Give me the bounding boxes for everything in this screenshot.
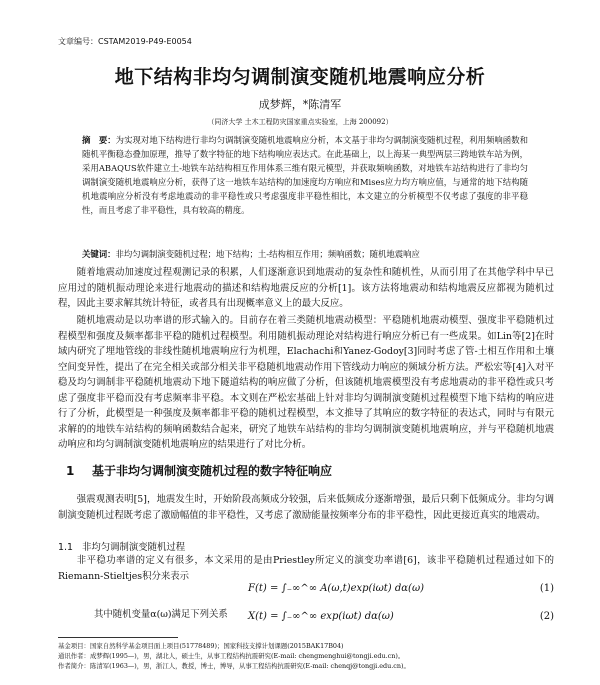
keywords-text: 非均匀调制演变随机过程；地下结构；土-结构相互作用；频响函数；随机地震响应 (115, 249, 420, 259)
authors: 成梦辉，*陈清军 (258, 98, 342, 111)
paper-title: 地下结构非均匀调制演变随机地震响应分析 (114, 66, 486, 88)
abstract (82, 133, 528, 217)
equation-1-number: (1) (539, 583, 554, 594)
subsection-title: 非均匀调制演变随机过程 (82, 542, 186, 553)
section-paragraph-1: 强震观测表明[5]，地震发生时，开始阶段高频成分较强，后来低频成分逐渐增强，最后只剩下低频成分。非均匀调制演变随机过程既考虑了激励幅值的非平稳性，又考虑了激励能量按频率分布的非平稳性，因此更接近真实的地震动。 (58, 494, 554, 521)
section-title: 基于非均匀调制演变随机过程的数字特征响应 (92, 464, 333, 478)
affiliation: （同济大学 土木工程防灾国家重点实验室，上海 200092） (207, 118, 393, 126)
intro-paragraph-2: 随机地震动是以功率谱的形式输入的。目前存在着三类随机地震动模型：平稳随机地震动模型、强度非平稳随机过程模型和强度及频率都非平稳的随机过程模型。利用随机振动理论对结构进行响应分析已有一些成果。如Lin等[2]在时域内研究了埋地管线的非线性随机地震响应行为机理，Elachachi和Yanez-Godoy[3]同时考虑了管-土相互作用和土壤空间变异性，提出了在完全相关或部分相关非平稳随机地震动作用下管线动力响应的频域分析方法。严松宏等[4]入对平稳及均匀调制非平稳随机地震动下地下隧道结构的响应做了分析，但该随机地震模型没有考虑地震动的非平稳性或只考虑了强度非平稳而没有考虑频率非平稳。本文则在严松宏基础上针对非均匀调制演变随机过程模型下地下结构的响应进行了分析，此模型是一种强度及频率都非平稳的随机过程模型，本文推导了其响应的数字特征的表达式，同时与有限元求解的的地铁车站结构的频响函数结合起来，研究了地铁车站结构的非均匀调制演变随机地震响应，并与平稳随机地震动响应和均匀调制演变随机地震响应的结果进行了对比分析。 (58, 315, 554, 450)
equation-2-formula: X(t) = ∫₋∞^∞ exp(iωt) dα(ω) (248, 611, 394, 622)
keywords (82, 247, 528, 261)
keywords-label: 关键词： (82, 249, 116, 259)
subsection-number: 1.1 (58, 542, 73, 553)
subsection-heading (58, 539, 185, 553)
footnote-divider (58, 637, 178, 638)
footnote-author: 作者简介：陈清军(1963—)，男，浙江人，教授，博士，博导，从事工程结构抗震研究(E-mail: chenqj@tongji.edu.cn)。 (58, 662, 410, 670)
section-paragraph-2: 非平稳功率谱的定义有很多，本文采用的是由Priestley所定义的演变功率谱[6]，该非平稳随机过程通过如下的Riemann-Stieltjes积分来表示 (58, 555, 554, 582)
footnote-corresponding: 通讯作者：成梦辉(1995—)，男，湖北人，硕士生，从事工程结构抗震研究(E-mail: chengmenghui@tongji.edu.cn)。 (58, 652, 405, 660)
equation-2-lead: 其中随机变量α(ω)满足下列关系 (94, 609, 228, 620)
intro-paragraph-1: 随着地震动加速度过程观测记录的积累，人们逐渐意识到地震动的复杂性和随机性，从而引用了在其他学科中早已应用过的随机振动理论来进行地震动的描述和结构地震反应的分析[1]。该方法将地震动和结构地震反应都视为随机过程，因此主要求解其统计特征，或者具有出现概率意义上的最大反应。 (58, 267, 554, 309)
article-number: 文章编号：CSTAM2019-P49-E0054 (58, 37, 192, 46)
equation-1-formula: F(t) = ∫₋∞^∞ A(ω,t)exp(iωt) dα(ω) (248, 583, 425, 594)
footnote-funding: 基金项目：国家自然科学基金项目面上项目(51778489)；国家科技支撑计划课题(2015BAK17B04) (58, 642, 344, 650)
abstract-label: 摘 要： (82, 135, 116, 145)
abstract-text: 为实现对地下结构进行非均匀调制演变随机地震响应分析，本文基于非均匀调制演变随机过程，利用频响函数和随机平衡稳态叠加原理，推导了数字特征的地下结构响应表达式。在此基础上，以上海某一典型两层三跨地铁车站为例，采用ABAQUS软件建立土-地铁车站结构相互作用体系三维有限元模型，并获取频响函数，对地铁车站结构进行了非均匀调制演变随机地震响应分析，获得了这一地铁车站结构的加速度均方响应和Mises应力均方响应值，与通常的地下结构随机地震响应分析没有考虑地震动的非平稳性或只考虑强度非平稳性相比，本文建立的分析模型不仅考虑了强度的非平稳性，而且考虑了非平稳性，具有较高的精度。 (82, 135, 529, 215)
footnotes (58, 641, 558, 671)
section-heading (66, 462, 332, 479)
section-number: 1 (66, 464, 75, 478)
equation-2-number: (2) (539, 611, 554, 622)
